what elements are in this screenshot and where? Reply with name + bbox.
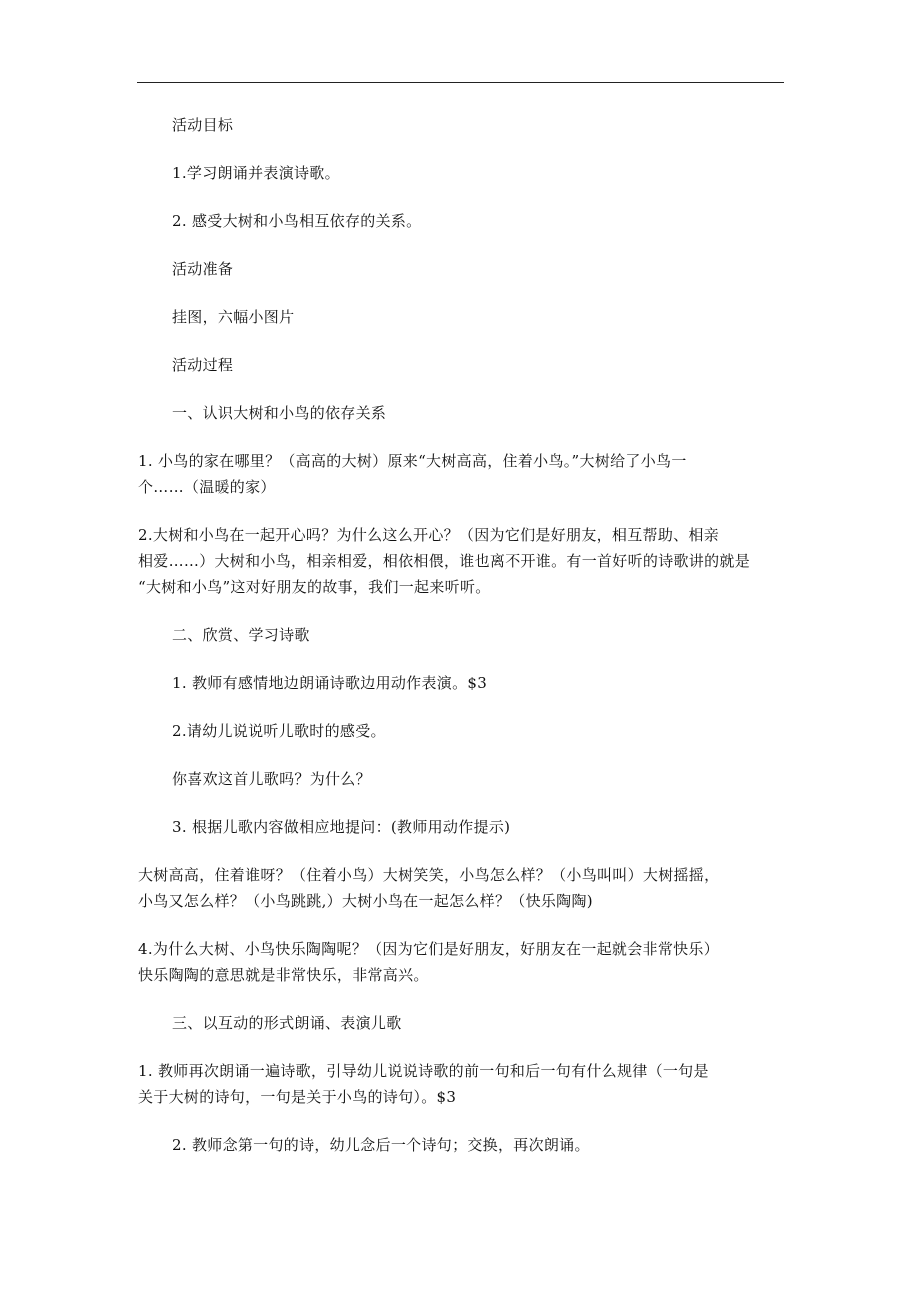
process-item-2-3: 3. 根据儿歌内容做相应地提问：(教师用动作提示) [172, 818, 511, 836]
process-paragraph-3-1 [138, 1058, 778, 1110]
section-heading-3: 三、以互动的形式朗诵、表演儿歌 [172, 1014, 402, 1032]
process-paragraph-2-4 [138, 936, 778, 988]
process-item-3-2: 2. 教师念第一句的诗，幼儿念后一个诗句；交换，再次朗诵。 [172, 1136, 590, 1154]
goal-item-2: 2. 感受大树和小鸟相互依存的关系。 [172, 212, 422, 230]
paragraph-line: 个……（温暖的家） [138, 478, 276, 496]
process-paragraph-2-3-detail [138, 862, 778, 914]
process-item-2-2: 2.请幼儿说说听儿歌时的感受。 [172, 722, 386, 740]
process-item-2-1: 1. 教师有感情地边朗诵诗歌边用动作表演。$3 [172, 674, 488, 692]
paragraph-line: 2.大树和小鸟在一起开心吗？为什么这么开心？（因为它们是好朋友，相互帮助、相亲 [138, 526, 720, 544]
section-heading-2: 二、欣赏、学习诗歌 [172, 626, 310, 644]
process-paragraph-1-2 [138, 522, 778, 600]
paragraph-line: “大树和小鸟”这对好朋友的故事，我们一起来听听。 [138, 578, 491, 596]
goal-item-1: 1.学习朗诵并表演诗歌。 [172, 164, 340, 182]
paragraph-line: 小鸟又怎么样？（小鸟跳跳,）大树小鸟在一起怎么样？（快乐陶陶) [138, 892, 593, 910]
paragraph-line: 1. 教师再次朗诵一遍诗歌，引导幼儿说说诗歌的前一句和后一句有什么规律（一句是 [138, 1062, 709, 1080]
heading-activity-process: 活动过程 [172, 356, 234, 374]
paragraph-line: 关于大树的诗句，一句是关于小鸟的诗句）。$3 [138, 1088, 457, 1106]
paragraph-line: 4.为什么大树、小鸟快乐陶陶呢？（因为它们是好朋友，好朋友在一起就会非常快乐） [138, 940, 720, 958]
process-paragraph-1-1 [138, 448, 778, 500]
heading-activity-goals: 活动目标 [172, 116, 234, 134]
paragraph-line: 相爱……）大树和小鸟，相亲相爱，相依相偎，谁也离不开谁。有一首好听的诗歌讲的就是 [138, 552, 751, 570]
preparation-text: 挂图，六幅小图片 [172, 308, 295, 326]
paragraph-line: 大树高高，住着谁呀？（住着小鸟）大树笑笑，小鸟怎么样？（小鸟叫叫）大树摇摇， [138, 866, 720, 884]
section-heading-1: 一、认识大树和小鸟的依存关系 [172, 404, 387, 422]
heading-activity-preparation: 活动准备 [172, 260, 234, 278]
header-rule [137, 82, 784, 83]
paragraph-line: 1. 小鸟的家在哪里？（高高的大树）原来“大树高高，住着小鸟。”大树给了小鸟一 [138, 452, 687, 470]
document-body [138, 112, 792, 1180]
paragraph-line: 快乐陶陶的意思就是非常快乐，非常高兴。 [138, 966, 429, 984]
process-question: 你喜欢这首儿歌吗？为什么？ [172, 770, 371, 788]
